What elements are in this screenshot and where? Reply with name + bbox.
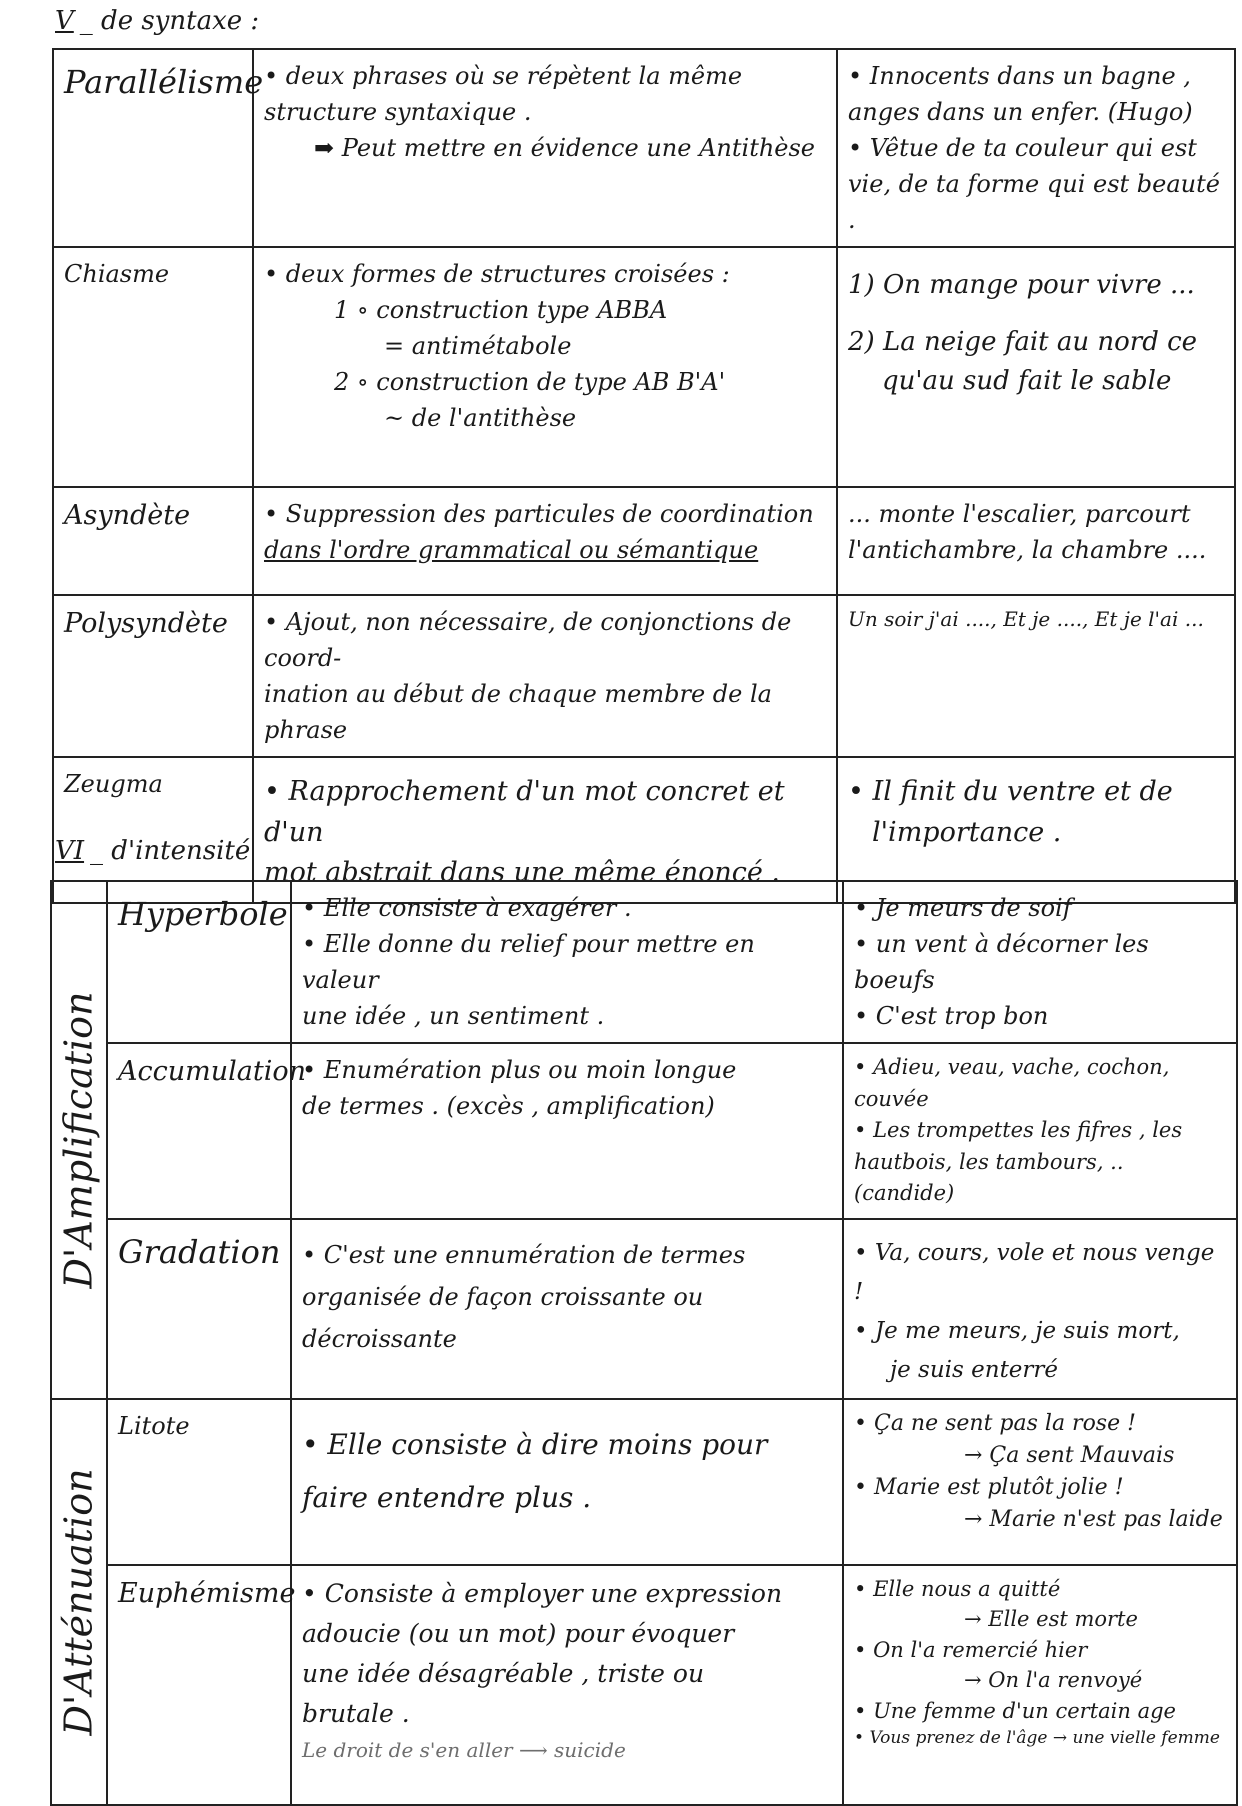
definition-line: de termes . (excès , amplification) <box>302 1092 715 1120</box>
example-line: Les trompettes les fifres , les <box>873 1118 1183 1142</box>
term-cell: Chiasme <box>53 247 253 487</box>
section-vi-heading <box>55 838 250 864</box>
example-cell <box>843 1565 1237 1805</box>
definition-line: Rapprochement d'un mot concret et d'un <box>264 776 785 848</box>
attenuation-group-cell <box>51 1399 107 1805</box>
example-cell <box>837 247 1235 487</box>
table-row <box>53 487 1235 595</box>
example-result: → On l'a renvoyé <box>964 1668 1143 1693</box>
section-vi-title: _ d'intensité <box>90 836 251 866</box>
amplification-group-cell <box>51 881 107 1399</box>
example-line: Vous prenez de l'âge → une vielle femme <box>869 1728 1220 1749</box>
bullet-icon: • <box>854 1317 868 1344</box>
bullet-icon: • <box>854 1410 867 1436</box>
example-line: 1) On mange pour vivre ... <box>848 270 1195 300</box>
term-cell: Euphémisme <box>107 1565 291 1805</box>
example-line: un vent à décorner les boeufs <box>854 930 1149 994</box>
table-row <box>51 1565 1237 1805</box>
bullet-icon: • <box>302 930 317 958</box>
section-v-title: _ de syntaxe : <box>79 6 260 36</box>
table-row <box>53 49 1235 247</box>
example-line: l'antichambre, la chambre .... <box>848 536 1207 564</box>
table-row <box>51 1043 1237 1219</box>
example-line: Vêtue de ta couleur qui est vie, de ta forme qui est beauté . <box>848 134 1220 234</box>
example-line: Ça ne sent pas la rose ! <box>873 1410 1136 1436</box>
term-cell: Litote <box>107 1399 291 1565</box>
bullet-icon: • <box>264 62 279 90</box>
table-row <box>51 1399 1237 1565</box>
example-cell <box>837 487 1235 595</box>
example-cell <box>843 1043 1237 1219</box>
definition-cell <box>253 487 837 595</box>
term-cell: Asyndète <box>53 487 253 595</box>
bullet-icon: • <box>854 1698 867 1723</box>
bullet-icon: • <box>264 500 279 528</box>
syntax-figures-table <box>52 48 1236 904</box>
bullet-icon: • <box>854 1055 867 1079</box>
definition-cell <box>291 881 843 1043</box>
definition-line: Suppression des particules de coordination <box>285 500 814 528</box>
definition-line: faire entendre plus . <box>302 1481 592 1515</box>
bullet-icon: • <box>854 1576 867 1601</box>
definition-line: une idée désagréable , triste ou <box>302 1658 705 1688</box>
example-line: Innocents dans un bagne , anges dans un enfer. (Hugo) <box>848 62 1193 126</box>
table-row <box>51 881 1237 1043</box>
example-line: Une femme d'un certain age <box>873 1698 1176 1723</box>
example-line: On l'a remercié hier <box>873 1637 1088 1662</box>
table-row <box>51 1219 1237 1399</box>
section-vi-number: VI <box>55 836 85 866</box>
bullet-icon: • <box>854 1474 867 1500</box>
definition-cell <box>291 1565 843 1805</box>
bullet-icon: • <box>854 894 869 922</box>
definition-line: dans l'ordre grammatical ou sémantique <box>264 536 759 564</box>
term-cell: Accumulation <box>107 1043 291 1219</box>
intensity-figures-table <box>50 880 1238 1806</box>
definition-line: Enumération plus ou moin longue <box>323 1056 737 1084</box>
definition-cell <box>291 1399 843 1565</box>
example-line: Va, cours, vole et nous venge ! <box>854 1239 1215 1305</box>
definition-item-sub: ~ de l'antithèse <box>384 404 577 432</box>
definition-cell <box>253 49 837 247</box>
definition-item: 2 ∘ construction de type AB B'A' <box>334 368 726 396</box>
example-line: 2) La neige fait au nord ce <box>848 327 1198 357</box>
example-line: qu'au sud fait le sable <box>882 366 1172 396</box>
example-result: → Elle est morte <box>964 1607 1138 1632</box>
faint-note: Le droit de s'en aller ⟶ suicide <box>302 1737 626 1762</box>
definition-line: décroissante <box>302 1324 457 1353</box>
amplification-label: D'Amplification <box>56 991 101 1289</box>
definition-cell <box>291 1219 843 1399</box>
definition-note: Peut mettre en évidence une Antithèse <box>341 134 816 162</box>
example-cell <box>837 595 1235 757</box>
definition-line: organisée de façon croissante ou <box>302 1282 704 1311</box>
definition-line: C'est une ennumération de termes <box>323 1240 746 1269</box>
definition-line: Elle donne du relief pour mettre en valeur <box>302 930 755 994</box>
example-line: hautbois, les tambours, .. (candide) <box>854 1149 1124 1205</box>
table-row <box>53 247 1235 487</box>
bullet-icon: • <box>302 1056 317 1084</box>
attenuation-label: D'Atténuation <box>56 1468 101 1736</box>
term-cell: Gradation <box>107 1219 291 1399</box>
bullet-icon: • <box>854 1728 865 1749</box>
example-cell <box>843 1399 1237 1565</box>
definition-line: Consiste à employer une expression <box>324 1578 783 1608</box>
example-cell <box>837 49 1235 247</box>
bullet-icon: • <box>854 1118 867 1142</box>
example-line: ... monte l'escalier, parcourt <box>848 500 1191 528</box>
example-line: Adieu, veau, vache, cochon, couvée <box>854 1055 1170 1111</box>
definition-cell <box>291 1043 843 1219</box>
example-line: Il finit du ventre et de <box>872 776 1173 807</box>
bullet-icon: • <box>264 608 279 636</box>
bullet-icon: • <box>854 1239 868 1266</box>
definition-line: une idée , un sentiment . <box>302 1002 605 1030</box>
example-line: Un soir j'ai ...., Et je ...., Et je l'ai ... <box>848 607 1204 631</box>
example-result: → Ça sent Mauvais <box>964 1442 1175 1468</box>
bullet-icon: • <box>848 62 863 90</box>
example-line: l'importance . <box>872 816 1062 848</box>
definition-line: Ajout, non nécessaire, de conjonctions de coord- <box>264 608 792 672</box>
bullet-icon: • <box>854 930 869 958</box>
section-v-heading <box>55 8 259 34</box>
example-line: je suis enterré <box>890 1356 1059 1383</box>
example-result: → Marie n'est pas laide <box>964 1506 1223 1532</box>
table-row <box>53 595 1235 757</box>
bullet-icon: • <box>854 1002 869 1030</box>
example-line: Je meurs de soif <box>875 894 1072 922</box>
example-line: Elle nous a quitté <box>873 1576 1061 1601</box>
example-line: Marie est plutôt jolie ! <box>873 1474 1124 1500</box>
term-cell: Parallélisme <box>53 49 253 247</box>
definition-line: Elle consiste à exagérer . <box>323 894 632 922</box>
example-line: Je me meurs, je suis mort, <box>874 1317 1180 1344</box>
definition-line: deux phrases où se répètent la même <box>285 62 743 90</box>
term-cell: Polysyndète <box>53 595 253 757</box>
definition-cell <box>253 247 837 487</box>
bullet-icon: • <box>848 134 863 162</box>
section-v-number: V <box>55 6 74 36</box>
definition-line: deux formes de structures croisées : <box>285 260 730 288</box>
definition-line: brutale . <box>302 1698 410 1728</box>
bullet-icon: • <box>264 260 279 288</box>
definition-line: ination au début de chaque membre de la phrase <box>264 680 772 744</box>
bullet-icon: • <box>264 776 280 807</box>
definition-line: mot abstrait dans une même énoncé . <box>264 857 781 888</box>
example-cell <box>843 1219 1237 1399</box>
example-line: C'est trop bon <box>875 1002 1049 1030</box>
bullet-icon: • <box>854 1637 867 1662</box>
bullet-icon: • <box>302 894 317 922</box>
definition-item: 1 ∘ construction type ABBA <box>334 296 668 324</box>
definition-line: Elle consiste à dire moins pour <box>327 1427 768 1461</box>
definition-cell <box>253 595 837 757</box>
bullet-icon: • <box>302 1427 319 1461</box>
bullet-icon: • <box>302 1578 317 1608</box>
example-cell <box>843 881 1237 1043</box>
definition-line: structure syntaxique . <box>264 98 532 126</box>
term-cell: Zeugma <box>53 757 253 903</box>
term-cell: Hyperbole <box>107 881 291 1043</box>
bullet-icon: • <box>302 1240 317 1269</box>
arrow-icon: ➡ <box>314 134 335 162</box>
definition-item-sub: = antimétabole <box>384 332 572 360</box>
definition-line: adoucie (ou un mot) pour évoquer <box>302 1618 735 1648</box>
bullet-icon: • <box>848 776 864 807</box>
